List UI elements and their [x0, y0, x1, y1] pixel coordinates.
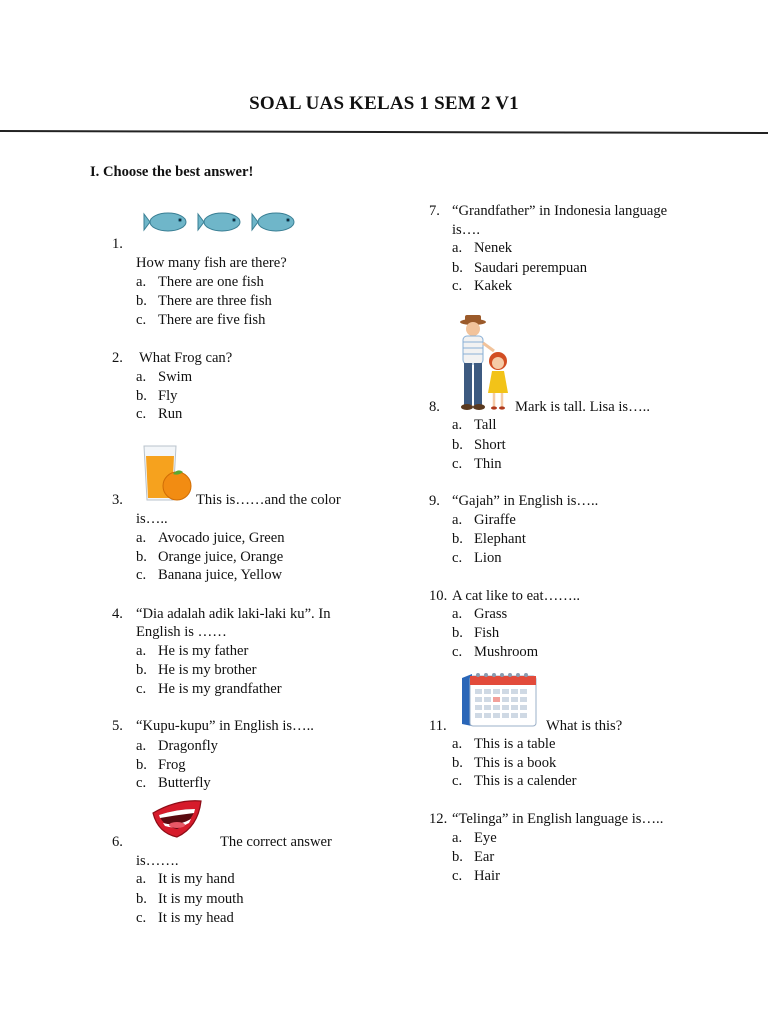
option-text: This is a book: [474, 755, 557, 771]
option-letter: b.: [136, 549, 147, 565]
option-letter: b.: [136, 662, 147, 678]
option-letter: c.: [136, 775, 147, 791]
calendar-illustration: [458, 670, 540, 728]
question-text: “Telinga” in English language is…..: [452, 811, 664, 827]
option-text: He is my brother: [158, 662, 257, 678]
option-letter: c.: [136, 567, 147, 583]
option-text: Run: [158, 406, 183, 422]
question-text: “Grandfather” in Indonesia language: [452, 203, 668, 219]
question-text: What is this?: [546, 718, 623, 734]
option-letter: c.: [452, 773, 463, 789]
option-text: Hair: [474, 868, 500, 884]
option-letter: a.: [452, 417, 463, 433]
option-letter: c.: [452, 278, 463, 294]
question-text-cont: is….: [452, 222, 480, 238]
question-number: 11.: [429, 718, 447, 734]
option-letter: b.: [136, 293, 147, 309]
option-text: Butterfly: [158, 775, 211, 791]
question-text-cont: is…..: [136, 511, 168, 527]
option-text: There are three fish: [158, 293, 272, 309]
question-number: 2.: [112, 350, 123, 366]
option-text: Nenek: [474, 240, 513, 256]
option-text: There are five fish: [158, 312, 266, 328]
question-text-cont: English is ……: [136, 624, 227, 640]
question-number: 4.: [112, 606, 123, 622]
option-text: Grass: [474, 606, 508, 622]
page-title: SOAL UAS KELAS 1 SEM 2 V1: [249, 93, 519, 114]
section-heading: I. Choose the best answer!: [90, 164, 254, 180]
option-text: Ear: [474, 849, 495, 865]
question-text: What Frog can?: [139, 350, 233, 366]
question-text: “Gajah” in English is…..: [452, 493, 599, 509]
option-text: Frog: [158, 757, 186, 773]
option-text: Dragonfly: [158, 738, 218, 754]
option-letter: b.: [452, 625, 463, 641]
question-number: 1.: [112, 236, 123, 252]
option-letter: b.: [136, 757, 147, 773]
option-text: Thin: [474, 456, 502, 472]
option-letter: b.: [136, 891, 147, 907]
option-letter: a.: [136, 530, 147, 546]
orange-juice-illustration: [140, 444, 194, 504]
option-letter: a.: [136, 274, 147, 290]
option-text: Kakek: [474, 278, 513, 294]
question-text-cont: is…….: [136, 853, 179, 869]
option-letter: a.: [452, 606, 463, 622]
option-text: This is a table: [474, 736, 556, 752]
question-number: 6.: [112, 834, 123, 850]
question-text: Mark is tall. Lisa is…..: [515, 399, 650, 415]
option-letter: c.: [452, 644, 463, 660]
option-text: It is my mouth: [158, 891, 244, 907]
option-letter: b.: [452, 437, 463, 453]
option-text: Fish: [474, 625, 500, 641]
option-text: Mushroom: [474, 644, 539, 660]
option-letter: a.: [452, 830, 463, 846]
fish-illustration: [142, 205, 302, 239]
question-text: This is……and the color: [196, 492, 341, 508]
option-text: Tall: [474, 417, 497, 433]
option-text: Avocado juice, Green: [158, 530, 285, 546]
option-letter: b.: [452, 260, 463, 276]
option-text: This is a calender: [474, 773, 577, 789]
option-letter: c.: [136, 406, 147, 422]
question-text: “Kupu-kupu” in English is…..: [136, 718, 314, 734]
question-number: 7.: [429, 203, 440, 219]
option-text: Giraffe: [474, 512, 516, 528]
option-letter: c.: [136, 910, 147, 926]
question-number: 12.: [429, 811, 448, 827]
option-letter: c.: [452, 550, 463, 566]
option-letter: a.: [136, 369, 147, 385]
option-letter: c.: [452, 456, 463, 472]
option-letter: b.: [452, 531, 463, 547]
option-text: It is my head: [158, 910, 234, 926]
option-text: Eye: [474, 830, 497, 846]
option-text: Lion: [474, 550, 502, 566]
question-text: “Dia adalah adik laki-laki ku”. In: [136, 606, 331, 622]
option-letter: c.: [136, 312, 147, 328]
question-number: 8.: [429, 399, 440, 415]
question-number: 3.: [112, 492, 123, 508]
option-letter: a.: [452, 240, 463, 256]
option-letter: a.: [452, 736, 463, 752]
option-text: He is my grandfather: [158, 681, 282, 697]
option-text: It is my hand: [158, 871, 235, 887]
option-text: Swim: [158, 369, 193, 385]
option-text: Fly: [158, 388, 178, 404]
question-number: 5.: [112, 718, 123, 734]
question-number: 10.: [429, 588, 448, 604]
option-text: Orange juice, Orange: [158, 549, 284, 565]
option-text: He is my father: [158, 643, 249, 659]
option-text: Short: [474, 437, 506, 453]
question-text: A cat like to eat……..: [452, 588, 581, 604]
question-text: How many fish are there?: [136, 255, 287, 271]
question-number: 9.: [429, 493, 440, 509]
option-text: Saudari perempuan: [474, 260, 588, 276]
option-letter: c.: [136, 681, 147, 697]
option-letter: b.: [452, 849, 463, 865]
option-letter: b.: [452, 755, 463, 771]
option-text: Elephant: [474, 531, 526, 547]
question-text: The correct answer: [220, 834, 332, 850]
tall-and-short-people-illustration: [448, 313, 514, 413]
option-letter: c.: [452, 868, 463, 884]
mouth-illustration: [150, 797, 204, 843]
option-letter: a.: [136, 738, 147, 754]
option-letter: a.: [136, 871, 147, 887]
option-text: Banana juice, Yellow: [158, 567, 283, 583]
title-divider: [0, 129, 768, 135]
option-letter: a.: [452, 512, 463, 528]
option-letter: a.: [136, 643, 147, 659]
option-letter: b.: [136, 388, 147, 404]
option-text: There are one fish: [158, 274, 264, 290]
